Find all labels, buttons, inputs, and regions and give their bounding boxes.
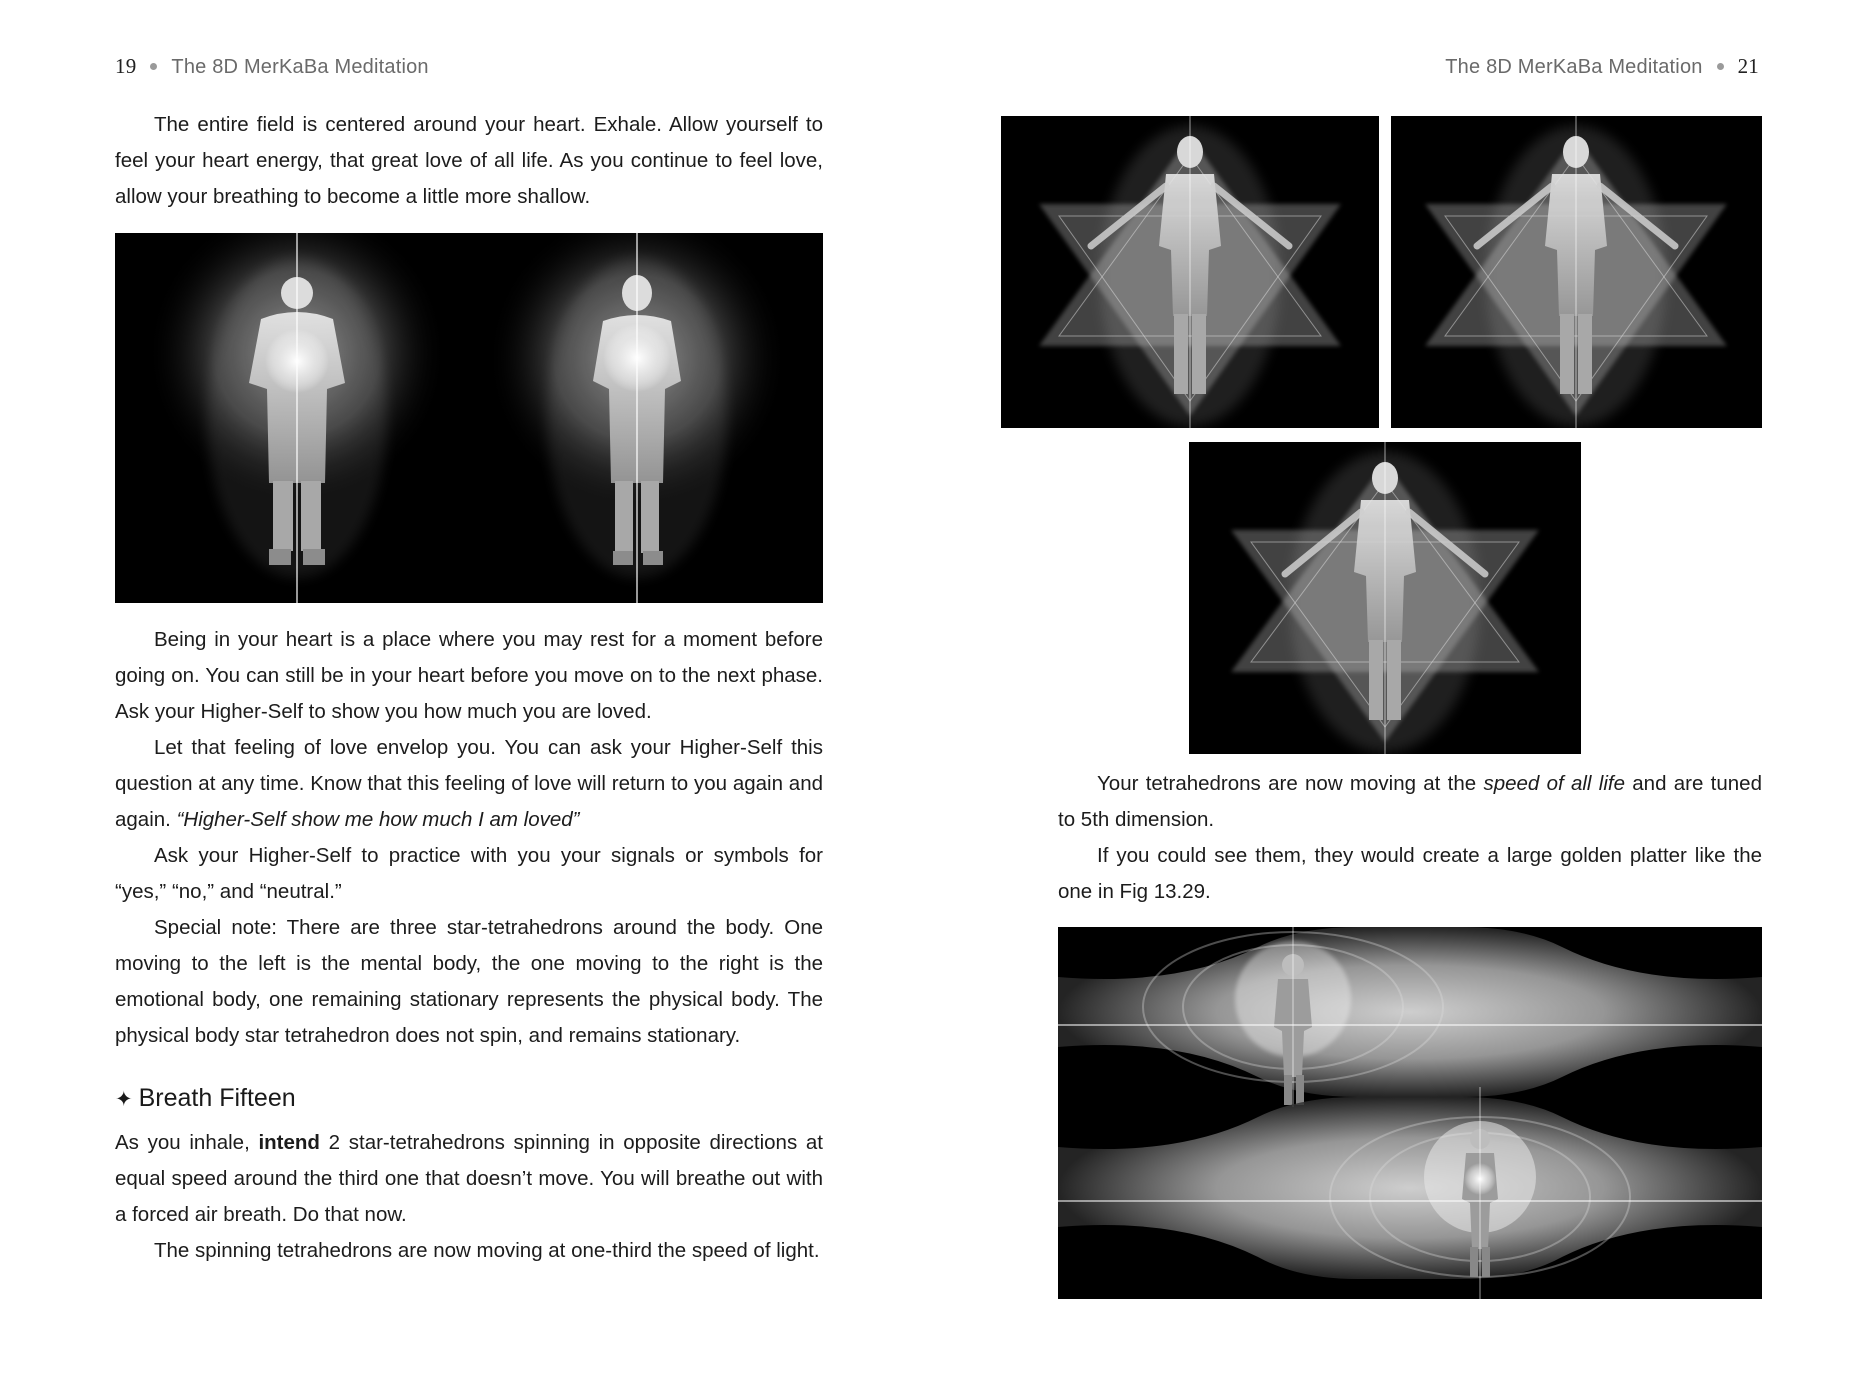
left-text-top xyxy=(115,107,823,215)
left-text-bottom xyxy=(115,1125,823,1269)
paragraph-text: and are tuned to 5th dimension. xyxy=(1058,772,1762,831)
right-page-header xyxy=(1445,54,1759,79)
right-page xyxy=(931,0,1862,1396)
section-heading xyxy=(115,1084,296,1113)
figure-golden-platter-fields xyxy=(1058,927,1762,1299)
figure-star-tetrahedron-2 xyxy=(1391,116,1762,428)
right-text xyxy=(1058,766,1762,910)
paragraph-quote: “Higher-Self show me how much I am loved” xyxy=(176,808,580,831)
paragraph: Being in your heart is a place where you may rest for a moment before going on. You can still be in your heart before you move on to the next phase. Ask your Higher-Self to show you how much you are loved. xyxy=(115,628,823,723)
right-book-title: The 8D MerKaBa Meditation xyxy=(1445,56,1703,78)
right-page-number: 21 xyxy=(1737,54,1759,78)
paragraph: If you could see them, they would create a large golden platter like the one in Fig 13.29. xyxy=(1058,844,1762,903)
figure-star-tetrahedron-1 xyxy=(1001,116,1379,428)
header-dot-icon xyxy=(150,63,157,70)
paragraph xyxy=(1058,766,1762,838)
left-text-middle xyxy=(115,622,823,1054)
paragraph-text: As you inhale, xyxy=(115,1131,259,1154)
paragraph-text: Your tetrahedrons are now moving at the xyxy=(1097,772,1484,795)
left-page-number: 19 xyxy=(115,54,137,78)
section-heading-text: Breath Fifteen xyxy=(138,1084,296,1112)
paragraph xyxy=(115,1125,823,1233)
figure-star-tetrahedron-3 xyxy=(1189,442,1581,754)
paragraph-text: 2 star-tetrahedrons spinning in opposite directions at equal speed around the third one that doesn’t move. You will breathe out with a forced air breath. Do that now. xyxy=(115,1131,823,1226)
left-book-title: The 8D MerKaBa Meditation xyxy=(171,56,429,78)
header-dot-icon xyxy=(1717,63,1724,70)
left-page-header xyxy=(115,54,429,79)
paragraph: The entire field is centered around your heart. Exhale. Allow yourself to feel your heart energy, that great love of all life. As you continue to feel love, allow your breathing to become a little more shallow. xyxy=(115,113,823,208)
figure-two-figures-heart-glow xyxy=(115,233,823,603)
paragraph-bold: intend xyxy=(258,1131,320,1154)
four-point-star-icon: ✦ xyxy=(115,1088,133,1111)
paragraph-emphasis: speed of all life xyxy=(1483,772,1625,795)
paragraph: The spinning tetrahedrons are now moving at one-third the speed of light. xyxy=(154,1239,820,1262)
paragraph: Special note: There are three star-tetrahedrons around the body. One moving to the left is the mental body, the one moving to the right is the emotional body, one remaining stationary represents the physical body. The physical body star tetrahedron does not spin, and remains stationary. xyxy=(115,916,823,1047)
paragraph-text: Let that feeling of love envelop you. You can ask your Higher-Self this question at any time. Know that this feeling of love will return to you again and again. xyxy=(115,736,823,831)
paragraph xyxy=(115,730,823,838)
paragraph: Ask your Higher-Self to practice with you your signals or symbols for “yes,” “no,” and “neutral.” xyxy=(115,844,823,903)
